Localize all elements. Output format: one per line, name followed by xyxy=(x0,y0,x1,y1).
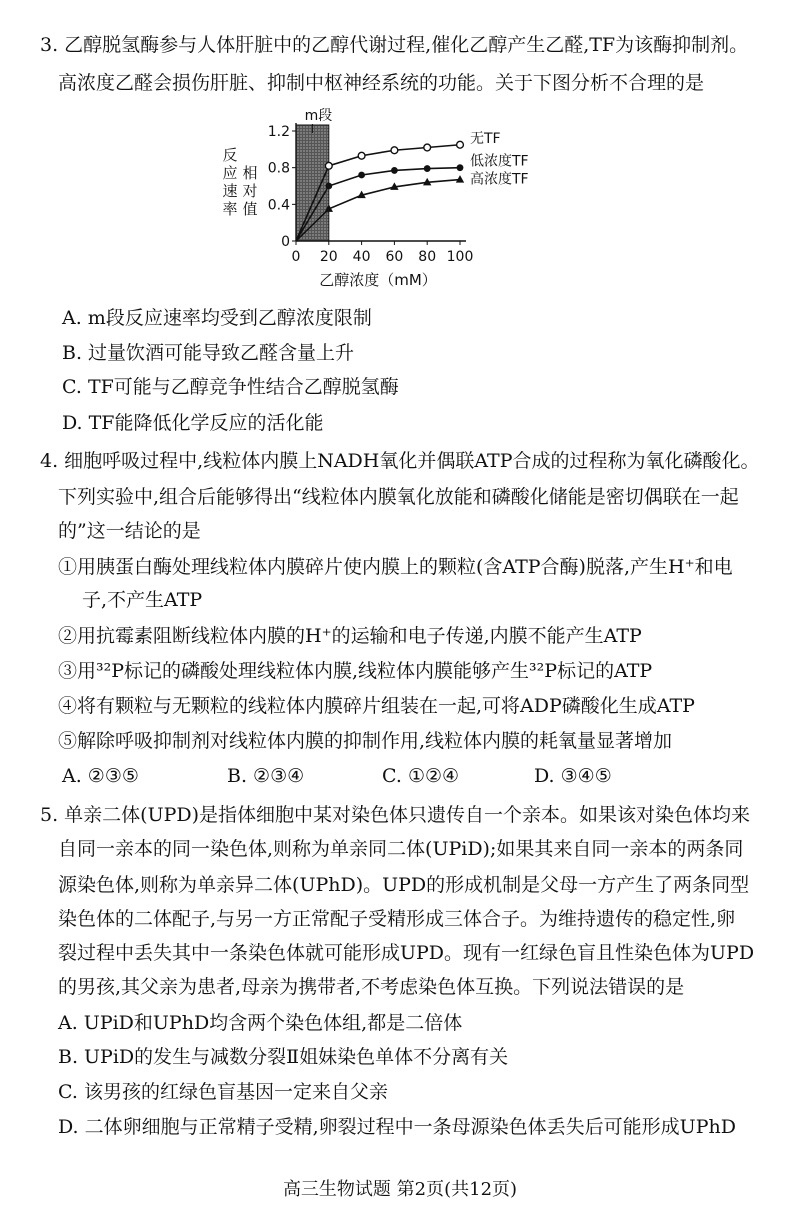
x-tick-label: 40 xyxy=(352,249,371,265)
y-tick-label: 0.4 xyxy=(267,197,290,214)
series-point xyxy=(457,141,464,148)
q5-stem-line6: 的男孩,其父亲为患者,母亲为携带者,不考虑染色体互换。下列说法错误的是 xyxy=(58,976,685,998)
series-point xyxy=(391,167,398,174)
q4-item-1: ①用胰蛋白酶处理线粒体内膜碎片使内膜上的颗粒(含ATP合酶)脱落,产生H⁺和电 xyxy=(58,556,733,578)
q5-option-b: B. UPiD的发生与减数分裂Ⅱ姐妹染色单体不分离有关 xyxy=(58,1046,509,1068)
q4-item-1-cont: 子,不产生ATP xyxy=(82,589,203,611)
q4-item-3: ③用³²P标记的磷酸处理线粒体内膜,线粒体内膜能够产生³²P标记的ATP xyxy=(58,660,653,682)
q4-stem-line1: 4. 细胞呼吸过程中,线粒体内膜上NADH氧化并偶联ATP合成的过程称为氧化磷酸化。 xyxy=(40,450,760,472)
y-tick-label: 0 xyxy=(281,234,290,250)
series-point xyxy=(457,164,464,171)
m-segment-label: m段 xyxy=(304,108,333,124)
y-axis-label-char: 应 xyxy=(222,164,238,182)
series-label-0: 无TF xyxy=(470,130,501,147)
q4-item-5: ⑤解除呼吸抑制剂对线粒体内膜的抑制作用,线粒体内膜的耗氧量显著增加 xyxy=(58,730,673,752)
series-point xyxy=(325,183,332,190)
y-axis-label-char: 相 xyxy=(242,164,258,182)
x-tick-label: 20 xyxy=(319,249,338,265)
q5-stem-line3: 源染色体,则称为单亲异二体(UPhD)。UPD的形成机制是父母一方产生了两条同型 xyxy=(58,874,750,896)
q3-option-b: B. 过量饮酒可能导致乙醛含量上升 xyxy=(62,342,355,364)
q5-stem-line1: 5. 单亲二体(UPD)是指体细胞中某对染色体只遗传自一个亲本。如果该对染色体均来 xyxy=(40,804,751,826)
series-point xyxy=(424,144,431,151)
series-point xyxy=(391,147,398,154)
y-axis-label-char: 反 xyxy=(222,146,238,164)
q3-option-c: C. TF可能与乙醇竞争性结合乙醇脱氢酶 xyxy=(62,376,399,398)
series-label-2: 高浓度TF xyxy=(470,171,529,188)
q3-option-d: D. TF能降低化学反应的活化能 xyxy=(62,412,324,434)
q3-stem-line2: 高浓度乙醛会损伤肝脏、抑制中枢神经系统的功能。关于下图分析不合理的是 xyxy=(58,72,705,94)
y-axis-label-char: 率 xyxy=(222,200,238,218)
q4-stem-line2: 下列实验中,组合后能够得出“线粒体内膜氧化放能和磷酸化储能是密切偶联在一起 xyxy=(58,486,739,508)
q5-option-c: C. 该男孩的红绿色盲基因一定来自父亲 xyxy=(58,1081,388,1103)
series-point xyxy=(358,172,365,179)
q4-item-2: ②用抗霉素阻断线粒体内膜的H⁺的运输和电子传递,内膜不能产生ATP xyxy=(58,625,642,647)
q5-stem-line5: 裂过程中丢失其中一条染色体就可能形成UPD。现有一红绿色盲且性染色体为UPD xyxy=(58,942,755,964)
q5-option-d: D. 二体卵细胞与正常精子受精,卵裂过程中一条母源染色体丢失后可能形成UPhD xyxy=(58,1116,736,1138)
m-segment-shading xyxy=(296,125,329,241)
y-axis-label-char: 值 xyxy=(242,200,258,218)
q3-option-a: A. m段反应速率均受到乙醇浓度限制 xyxy=(62,307,372,329)
q4-option-b: B. ②③④ xyxy=(227,765,305,787)
page-footer: 高三生物试题 第2页(共12页) xyxy=(282,1179,518,1200)
y-axis-label-char: 速 xyxy=(222,182,238,200)
x-tick-label: 100 xyxy=(446,249,474,265)
y-tick-label: 1.2 xyxy=(267,124,290,140)
series-point xyxy=(424,165,431,172)
q5-stem-line2: 自同一亲本的同一染色体,则称为单亲同二体(UPiD);如果其来自同一亲本的两条同 xyxy=(58,838,744,860)
enzyme-rate-chart xyxy=(210,108,560,298)
q4-option-c: C. ①②④ xyxy=(382,765,460,787)
series-point xyxy=(358,152,365,159)
q4-option-d: D. ③④⑤ xyxy=(534,765,612,787)
series-label-1: 低浓度TF xyxy=(470,153,529,170)
series-point xyxy=(456,175,464,183)
q3-stem-line1: 3. 乙醇脱氢酶参与人体肝脏中的乙醇代谢过程,催化乙醇产生乙醛,TF为该酶抑制剂。 xyxy=(40,34,749,56)
y-axis-label-char: 对 xyxy=(242,182,258,200)
series-point xyxy=(325,162,332,169)
q4-stem-line3: 的”这一结论的是 xyxy=(58,520,201,542)
x-tick-label: 0 xyxy=(291,249,301,265)
x-axis-label: 乙醇浓度（mM） xyxy=(319,271,437,289)
q5-stem-line4: 染色体的二体配子,与另一方正常配子受精形成三体合子。为维持遗传的稳定性,卵 xyxy=(58,908,736,930)
q4-item-4: ④将有颗粒与无颗粒的线粒体内膜碎片组装在一起,可将ADP磷酸化生成ATP xyxy=(58,695,695,717)
y-tick-label: 0.8 xyxy=(267,160,290,177)
x-tick-label: 80 xyxy=(418,249,437,265)
x-tick-label: 60 xyxy=(385,249,404,265)
q4-option-a: A. ②③⑤ xyxy=(62,765,139,787)
q5-option-a: A. UPiD和UPhD均含两个染色体组,都是二倍体 xyxy=(58,1012,463,1034)
